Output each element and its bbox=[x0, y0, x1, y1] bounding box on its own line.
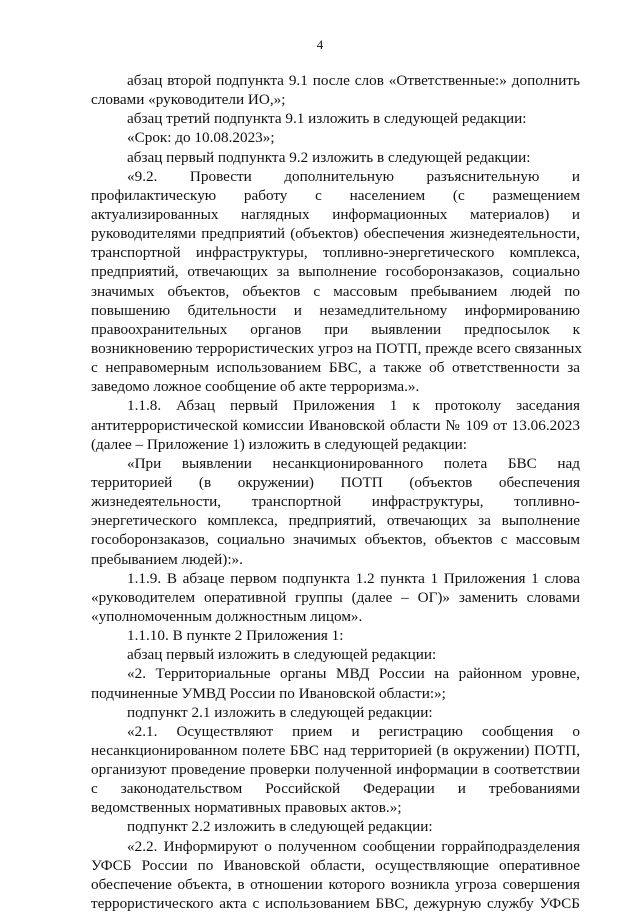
text-line: энергетического комплекса, предприятий, отвечающих за выполнение bbox=[91, 512, 580, 530]
text-line: профилактическую работу с населением (с размещением bbox=[91, 186, 580, 204]
text-line: значимых объектов, объектов с массовым пребыванием людей по bbox=[91, 282, 580, 300]
text-line: заведомо ложное сообщение об акте терроризма.». bbox=[91, 378, 420, 396]
text-line: абзац третий подпункта 9.1 изложить в следующей редакции: bbox=[127, 110, 527, 128]
text-line: абзац второй подпункта 9.1 после слов «Ответственные:» дополнить bbox=[127, 72, 580, 89]
text-line: повышению бдительности и незамедлительному информированию bbox=[91, 301, 580, 319]
text-line: «При выявлении несанкционированного полета БВС над bbox=[127, 454, 580, 472]
text-line: «9.2. Провести дополнительную разъяснительную и bbox=[127, 167, 580, 185]
text-line: «2.2. Информируют о полученном сообщении горрайподразделения bbox=[127, 837, 580, 855]
text-line: подчиненные УМВД России по Ивановской области:»; bbox=[91, 684, 446, 702]
text-line: антитеррористической комиссии Ивановской области № 109 от 13.06.2023 bbox=[91, 416, 580, 434]
text-line: актуализированных наглядных информационных материалов) и bbox=[91, 205, 580, 223]
text-line: пребыванием людей):». bbox=[91, 550, 243, 568]
text-line: возникновению террористических угроз на ПОТП, прежде всего связанных bbox=[91, 339, 582, 357]
text-line: «руководителем оперативной группы (далее – ОГ)» заменить словами bbox=[91, 588, 580, 606]
text-line: подпункт 2.2 изложить в следующей редакции: bbox=[127, 818, 433, 836]
text-line: предприятий, отвечающих за выполнение гособоронзаказов, социально bbox=[91, 263, 580, 281]
text-line: террористического акта с использованием БВС, дежурную службу УФСБ bbox=[91, 895, 580, 913]
text-line: правоохранительных органов при выявлении предпосылок к bbox=[91, 320, 580, 338]
text-line: 1.1.10. В пункте 2 Приложения 1: bbox=[127, 627, 344, 645]
text-line: организуют проведение проверки полученной информации в соответствии bbox=[91, 761, 580, 779]
text-line: (далее – Приложение 1) изложить в следующей редакции: bbox=[91, 435, 468, 453]
text-line: территорией (в окружении) ПОТП (объектов обеспечения bbox=[91, 473, 580, 491]
text-line: подпункт 2.1 изложить в следующей редакции: bbox=[127, 703, 433, 721]
text-line: руководителями предприятий (объектов) обеспечения жизнедеятельности, bbox=[91, 225, 580, 243]
page-number: 4 bbox=[316, 37, 324, 52]
text-line: 1.1.8. Абзац первый Приложения 1 к протоколу заседания bbox=[127, 397, 580, 415]
text-line: с неправомерным использованием БВС, а также об ответственности за bbox=[91, 359, 580, 377]
text-line: жизнедеятельности, транспортной инфраструктуры, топливно- bbox=[91, 493, 580, 511]
text-line: «Срок: до 10.08.2023»; bbox=[127, 129, 275, 147]
text-line: ведомственных нормативных правовых актов.»; bbox=[91, 799, 402, 817]
text-line: «2.1. Осуществляют прием и регистрацию сообщения о bbox=[127, 722, 580, 740]
text-line: абзац первый изложить в следующей редакции: bbox=[127, 646, 437, 664]
text-line: гособоронзаказов, социально значимых объектов, объектов с массовым bbox=[91, 531, 580, 549]
text-line: 1.1.9. В абзаце первом подпункта 1.2 пункта 1 Приложения 1 слова bbox=[127, 569, 580, 587]
text-line: несанкционированном полете БВС над территорией (в окружении) ПОТП, bbox=[91, 741, 580, 759]
text-line: абзац первый подпункта 9.2 изложить в следующей редакции: bbox=[127, 148, 531, 166]
text-line: с законодательством Российской Федерации и требованиями bbox=[91, 780, 580, 798]
text-line: УФСБ России по Ивановской области, осуществляющие оперативное bbox=[91, 856, 580, 874]
text-line: «уполномоченным должностным лицом». bbox=[91, 607, 363, 625]
document-body bbox=[91, 71, 580, 913]
text-line: транспортной инфраструктуры, топливно-энергетического комплекса, bbox=[91, 244, 580, 262]
text-line: «2. Территориальные органы МВД России на районном уровне, bbox=[127, 665, 580, 683]
text-line: словами «руководители ИО,»; bbox=[91, 91, 286, 109]
text-line: обеспечение объекта, в отношении которого возникла угроза совершения bbox=[91, 875, 580, 893]
